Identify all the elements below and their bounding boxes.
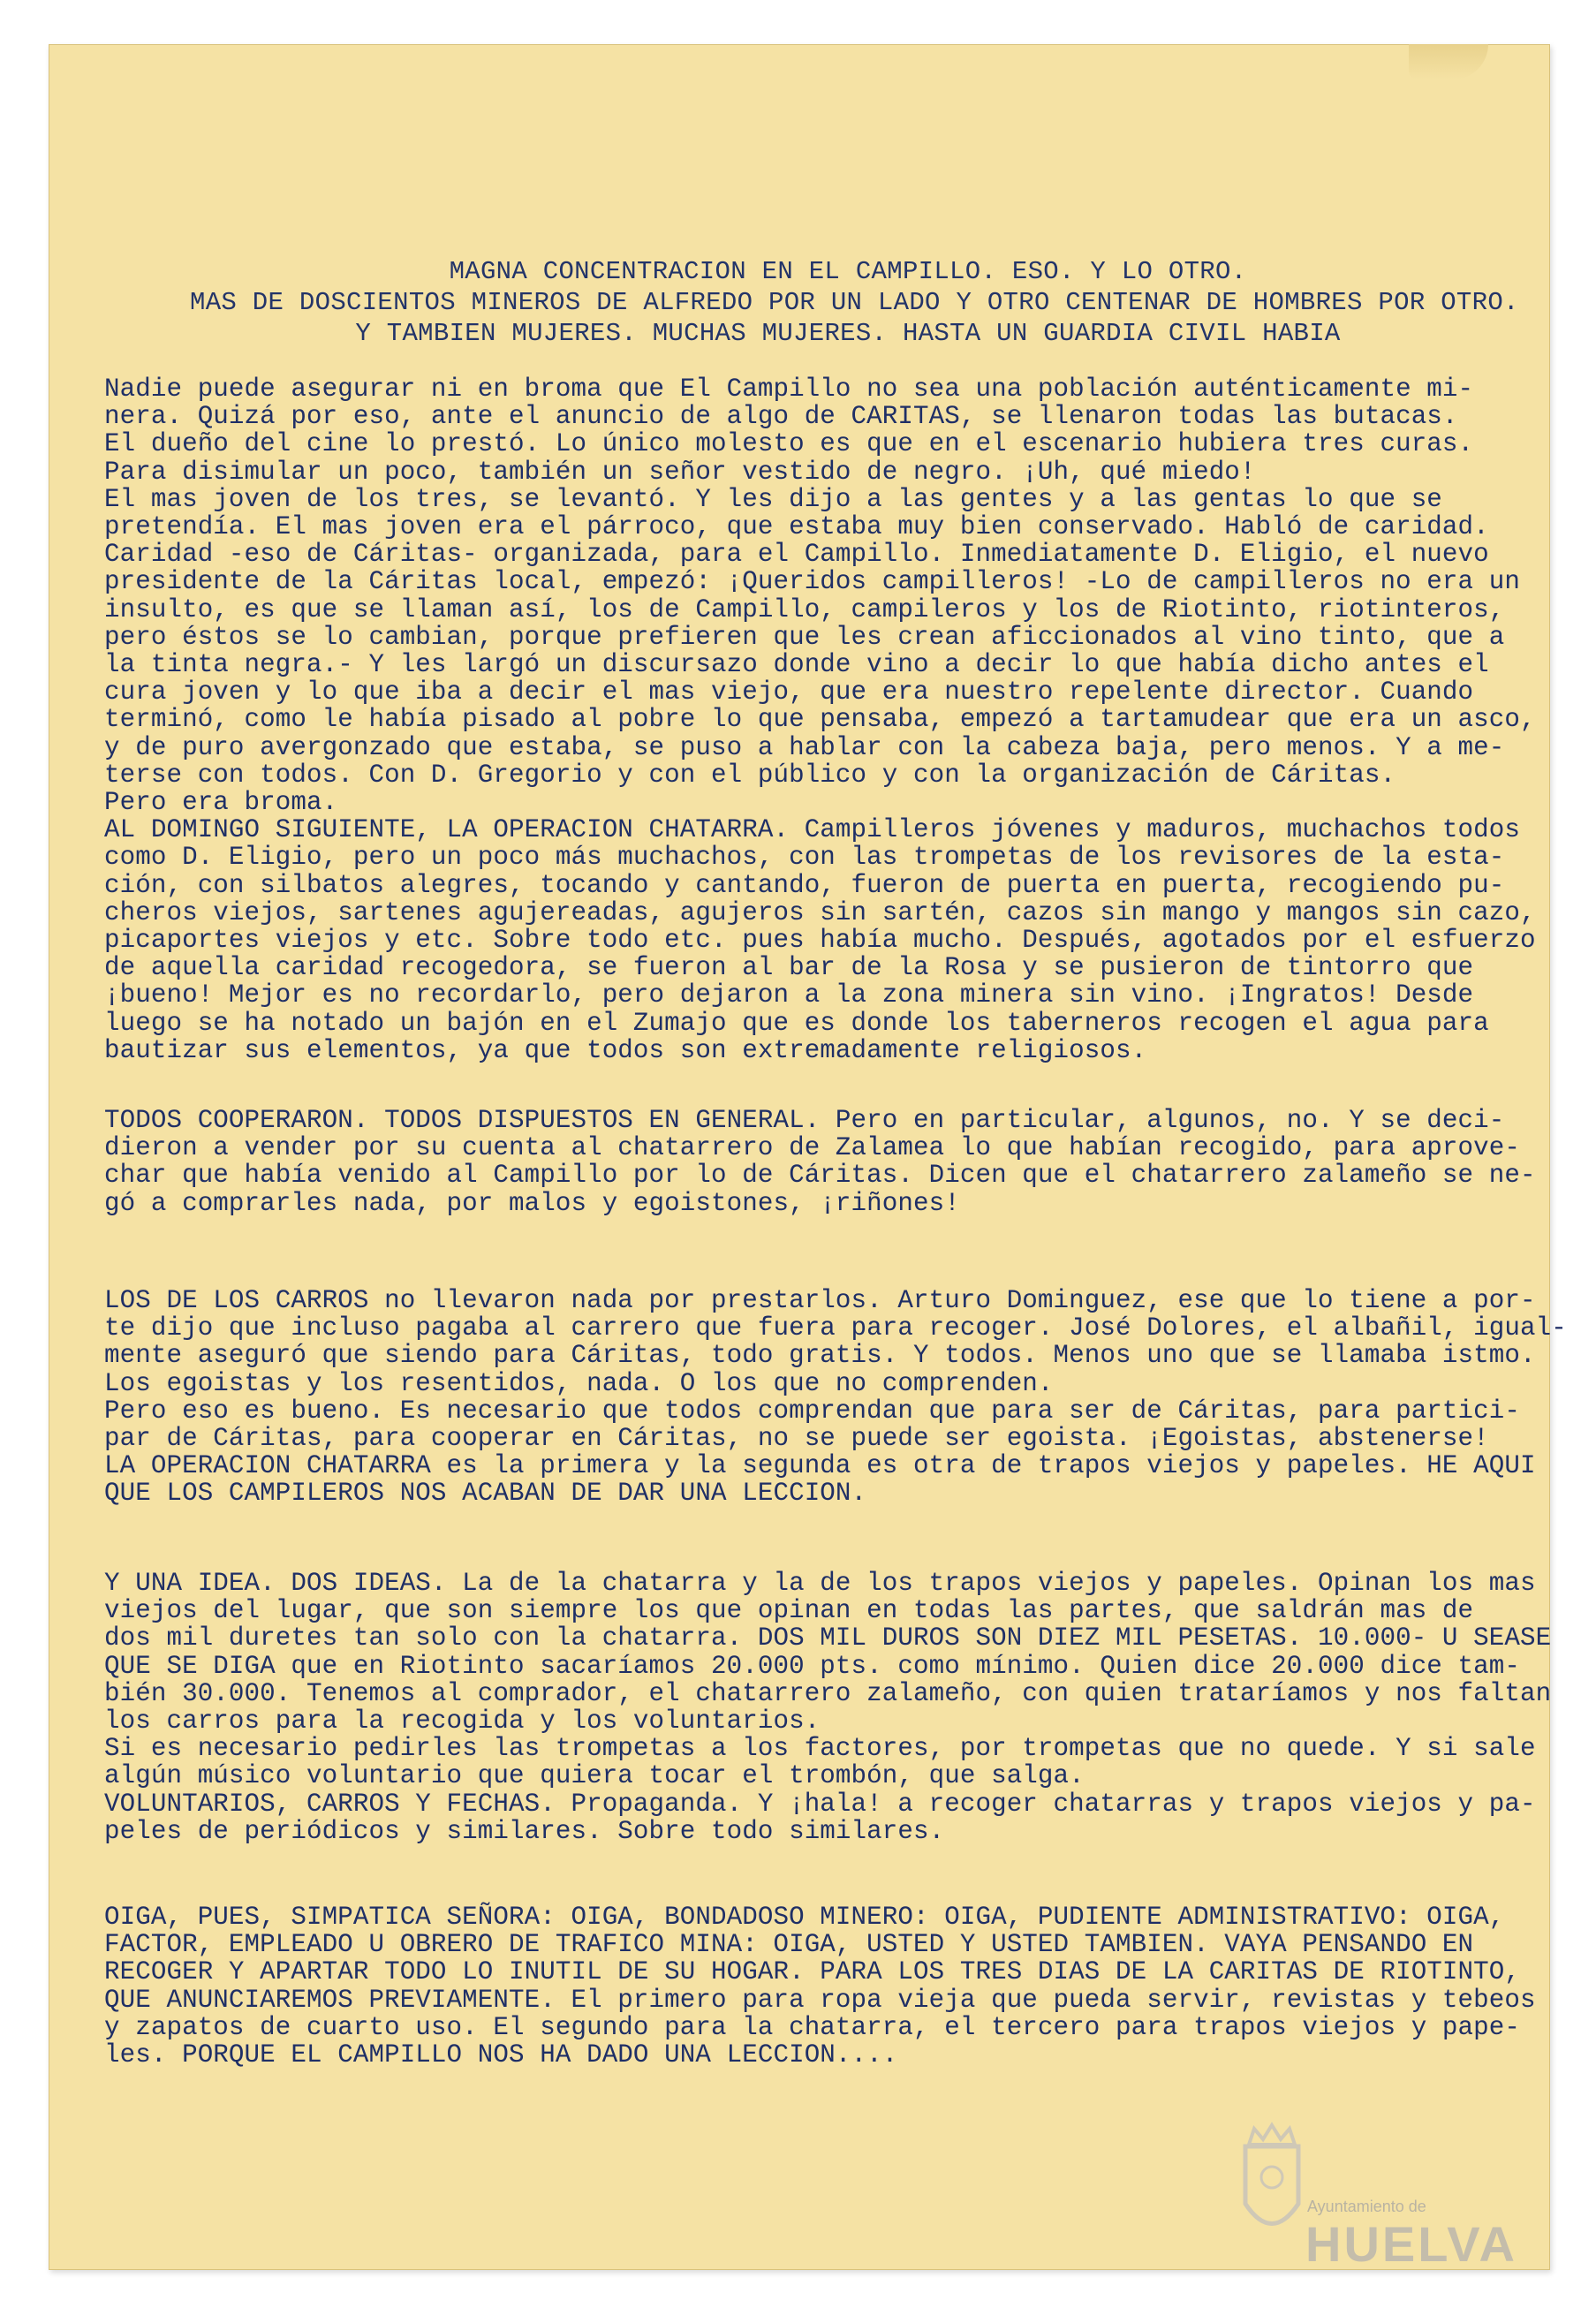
text-line: terse con todos. Con D. Gregorio y con el público y con la organización de Cáritas.	[104, 760, 1396, 790]
headline-line: Y TAMBIEN MUJERES. MUCHAS MUJERES. HASTA UN GUARDIA CIVIL HABIA	[355, 319, 1341, 348]
text-line: nera. Quizá por eso, ante el anuncio de algo de CARITAS, se llenaron todas las butacas.	[104, 402, 1458, 432]
text-line: y zapatos de cuarto uso. El segundo para la chatarra, el tercero para trapos viejos y pape-	[104, 2012, 1520, 2042]
text-line: gó a comprarles nada, por malos y egoistones, ¡riñones!	[104, 1188, 960, 1218]
text-line: cheros viejos, sartenes agujereadas, agujeros sin sartén, cazos sin mango y mangos sin cazo,	[104, 897, 1536, 927]
text-line: Pero era broma.	[104, 788, 338, 818]
paragraph-4	[104, 1569, 1552, 1846]
text-line: VOLUNTARIOS, CARROS Y FECHAS. Propaganda. Y ¡hala! a recoger chatarras y trapos viejos y pa-	[104, 1789, 1536, 1819]
text-line: QUE ANUNCIAREMOS PREVIAMENTE. El primero para ropa vieja que pueda servir, revistas y tebeos	[104, 1985, 1536, 2015]
text-line: QUE LOS CAMPILEROS NOS ACABAN DE DAR UNA LECCION.	[104, 1479, 867, 1509]
text-line: AL DOMINGO SIGUIENTE, LA OPERACION CHATARRA. Campilleros jóvenes y maduros, muchachos todos	[104, 815, 1520, 845]
text-line: les. PORQUE EL CAMPILLO NOS HA DADO UNA LECCION....	[104, 2040, 898, 2070]
text-line: El mas joven de los tres, se levantó. Y les dijo a las gentes y a las gentas lo que se	[104, 484, 1442, 514]
text-line: los carros para la recogida y los voluntarios.	[104, 1706, 821, 1737]
headline	[190, 256, 1519, 349]
text-line: Pero eso es bueno. Es necesario que todos comprendan que para ser de Cáritas, para partici-	[104, 1396, 1520, 1426]
text-line: RECOGER Y APARTAR TODO LO INUTIL DE SU HOGAR. PARA LOS TRES DIAS DE LA CARITAS DE RIOTINTO,	[104, 1957, 1520, 1987]
text-line: ción, con silbatos alegres, tocando y cantando, fueron de puerta en puerta, recogiendo pu-	[104, 870, 1505, 900]
text-line: QUE SE DIGA que en Riotinto sacaríamos 20.000 pts. como mínimo. Quien dice 20.000 dice tam-	[104, 1651, 1520, 1681]
ayuntamiento-seal	[1228, 2120, 1519, 2270]
text-line: Nadie puede asegurar ni en broma que El Campillo no sea una población auténticamente mi-	[104, 375, 1474, 404]
text-line: terminó, como le había pisado al pobre lo que pensaba, empezó a tartamudear que era un asco,	[104, 705, 1536, 735]
text-line: bautizar sus elementos, ya que todos son extremadamente religiosos.	[104, 1035, 1147, 1065]
text-line: pero éstos se lo cambian, porque prefieren que les crean aficcionados al vino tinto, que a	[104, 622, 1505, 652]
text-line: bién 30.000. Tenemos al comprador, el chatarrero zalameño, con quien trataríamos y nos faltan	[104, 1678, 1552, 1708]
text-line: algún músico voluntario que quiera tocar el trombón, que salga.	[104, 1761, 1085, 1791]
text-line: El dueño del cine lo prestó. Lo único molesto es que en el escenario hubiera tres curas.	[104, 429, 1474, 459]
paragraph-2	[104, 1106, 1536, 1218]
text-line: dieron a vender por su cuenta al chatarrero de Zalamea lo que habían recogido, para aprove-	[104, 1133, 1520, 1163]
text-line: peles de periódicos y similares. Sobre todo similares.	[104, 1816, 945, 1846]
text-line: ¡bueno! Mejor es no recordarlo, pero dejaron a la zona minera sin vino. ¡Ingratos! Desde	[104, 980, 1474, 1010]
paper-tear	[1409, 44, 1488, 79]
text-line: LOS DE LOS CARROS no llevaron nada por prestarlos. Arturo Dominguez, ese que lo tiene a por-	[104, 1286, 1536, 1315]
text-line: y de puro avergonzado que estaba, se puso a hablar con la cabeza baja, pero menos. Y a me-	[104, 732, 1505, 762]
text-line: pretendía. El mas joven era el párroco, que estaba muy bien conservado. Habló de caridad.	[104, 512, 1489, 542]
text-line: TODOS COOPERARON. TODOS DISPUESTOS EN GENERAL. Pero en particular, algunos, no. Y se deci-	[104, 1106, 1505, 1135]
paragraph-3	[104, 1286, 1567, 1509]
text-line: Si es necesario pedirles las trompetas a los factores, por trompetas que no quede. Y si sale	[104, 1734, 1536, 1764]
text-line: como D. Eligio, pero un poco más muchachos, con las trompetas de los revisores de la esta-	[104, 843, 1505, 873]
headline-line: MAS DE DOSCIENTOS MINEROS DE ALFREDO POR UN LADO Y OTRO CENTENAR DE HOMBRES POR OTRO.	[190, 288, 1519, 317]
text-line: de aquella caridad recogedora, se fueron al bar de la Rosa y se pusieron de tintorro que	[104, 953, 1474, 983]
headline-line: MAGNA CONCENTRACION EN EL CAMPILLO. ESO. Y LO OTRO.	[449, 257, 1247, 286]
text-line: cura joven y lo que iba a decir el mas viejo, que era nuestro repelente director. Cuando	[104, 677, 1474, 708]
text-line: mente aseguró que siendo para Cáritas, todo gratis. Y todos. Menos uno que se llamaba istmo.	[104, 1341, 1536, 1371]
text-line: presidente de la Cáritas local, empezó: ¡Queridos campilleros! -Lo de campilleros no era un	[104, 567, 1520, 597]
text-line: la tinta negra.- Y les largó un discursazo donde vino a decir lo que había dicho antes el	[104, 650, 1489, 680]
paragraph-1	[104, 375, 1536, 1065]
text-line: Caridad -eso de Cáritas- organizada, para el Campillo. Inmediatamente D. Eligio, el nuevo	[104, 540, 1489, 570]
paragraph-5	[104, 1903, 1536, 2070]
text-line: Para disimular un poco, también un señor vestido de negro. ¡Uh, qué miedo!	[104, 457, 1256, 487]
text-line: luego se ha notado un bajón en el Zumajo que es donde los taberneros recogen el agua para	[104, 1008, 1489, 1038]
watermark-title: HUELVA	[1305, 2216, 1517, 2272]
text-line: insulto, es que se llaman así, los de Campillo, campileros y los de Riotinto, riotinteros,	[104, 594, 1505, 624]
text-line: par de Cáritas, para cooperar en Cáritas, no se puede ser egoista. ¡Egoistas, abstenerse!	[104, 1424, 1489, 1454]
text-line: FACTOR, EMPLEADO U OBRERO DE TRAFICO MINA: OIGA, USTED Y USTED TAMBIEN. VAYA PENSANDO EN	[104, 1930, 1474, 1960]
text-line: viejos del lugar, que son siempre los que opinan en todas las partes, que saldrán mas de	[104, 1596, 1474, 1626]
text-line: Los egoistas y los resentidos, nada. O los que no comprenden.	[104, 1368, 1054, 1398]
text-line: picaportes viejos y etc. Sobre todo etc. pues había mucho. Después, agotados por el esfuerzo	[104, 926, 1536, 956]
text-line: LA OPERACION CHATARRA es la primera y la segunda es otra de trapos viejos y papeles. HE AQUI	[104, 1451, 1536, 1481]
text-line: te dijo que incluso pagaba al carrero que fuera para recoger. José Dolores, el albañil, igual-	[104, 1313, 1567, 1343]
text-line: OIGA, PUES, SIMPATICA SEÑORA: OIGA, BONDADOSO MINERO: OIGA, PUDIENTE ADMINISTRATIVO: OIGA,	[104, 1903, 1505, 1932]
text-line: Y UNA IDEA. DOS IDEAS. La de la chatarra y la de los trapos viejos y papeles. Opinan los mas	[104, 1569, 1536, 1598]
text-line: dos mil duretes tan solo con la chatarra. DOS MIL DUROS SON DIEZ MIL PESETAS. 10.000- U SEASE	[104, 1623, 1552, 1653]
crest-icon	[1237, 2120, 1307, 2252]
text-line: char que había venido al Campillo por lo de Cáritas. Dicen que el chatarrero zalameño se ne-	[104, 1161, 1536, 1191]
watermark-subtitle: Ayuntamiento de	[1307, 2198, 1426, 2215]
